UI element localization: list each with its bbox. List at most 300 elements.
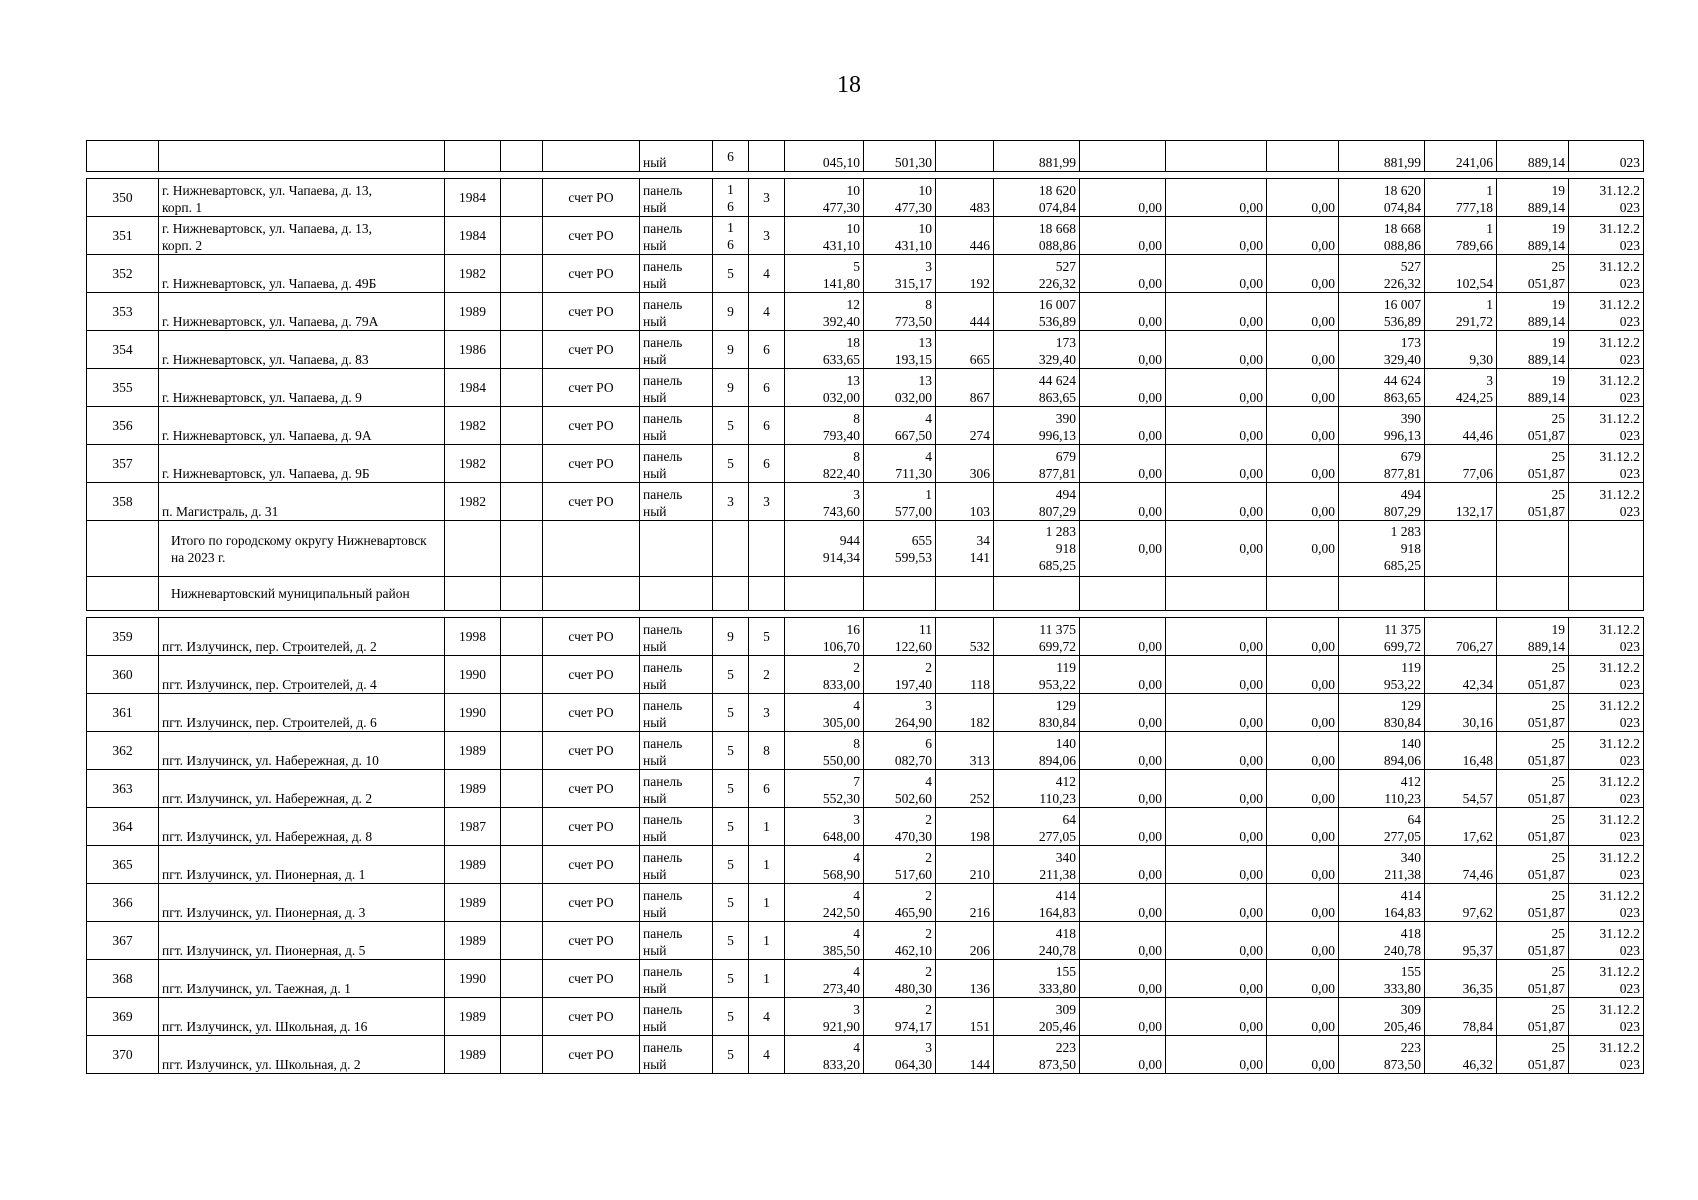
fund-owners: 11 375 699,72 bbox=[1339, 618, 1425, 656]
deadline: 31.12.2 023 bbox=[1569, 331, 1644, 369]
residents: 206 bbox=[936, 922, 994, 960]
deadline: 31.12.2 023 bbox=[1569, 618, 1644, 656]
total-cost: 18 620 074,84 bbox=[994, 179, 1080, 217]
total-cost: 881,99 bbox=[994, 141, 1080, 172]
entrances: 4 bbox=[749, 293, 785, 331]
floors: 5 bbox=[713, 445, 749, 483]
fund-method: счет РО bbox=[543, 808, 640, 846]
wall-material: панель ный bbox=[640, 922, 713, 960]
max-cost-per-sqm: 19 889,14 bbox=[1497, 293, 1569, 331]
fund-regional: 0,00 bbox=[1166, 694, 1267, 732]
entrances: 1 bbox=[749, 960, 785, 998]
fund-method: счет РО bbox=[543, 369, 640, 407]
year-reconstructed bbox=[501, 179, 543, 217]
floors: 5 bbox=[713, 998, 749, 1036]
fund-owners: 1 283 918 685,25 bbox=[1339, 521, 1425, 577]
fund-federal: 0,00 bbox=[1080, 770, 1166, 808]
entrances bbox=[749, 141, 785, 172]
total-area: 8 550,00 bbox=[785, 732, 864, 770]
cost-per-sqm: 46,32 bbox=[1425, 1036, 1497, 1074]
fund-local: 0,00 bbox=[1267, 618, 1339, 656]
fund-owners: 309 205,46 bbox=[1339, 998, 1425, 1036]
wall-material: панель ный bbox=[640, 331, 713, 369]
address: пгт. Излучинск, ул. Пионерная, д. 3 bbox=[159, 884, 445, 922]
entrances: 5 bbox=[749, 618, 785, 656]
total-cost: 412 110,23 bbox=[994, 770, 1080, 808]
fund-method: счет РО bbox=[543, 922, 640, 960]
floors: 9 bbox=[713, 369, 749, 407]
fund-regional: 0,00 bbox=[1166, 884, 1267, 922]
deadline: 31.12.2 023 bbox=[1569, 884, 1644, 922]
deadline bbox=[1569, 577, 1644, 611]
table-row bbox=[87, 656, 1644, 694]
living-area: 13 193,15 bbox=[864, 331, 936, 369]
max-cost-per-sqm: 25 051,87 bbox=[1497, 808, 1569, 846]
cost-per-sqm: 1 291,72 bbox=[1425, 293, 1497, 331]
fund-method: счет РО bbox=[543, 846, 640, 884]
total-cost: 679 877,81 bbox=[994, 445, 1080, 483]
year-built: 1989 bbox=[445, 846, 501, 884]
row-number: 354 bbox=[87, 331, 159, 369]
fund-federal: 0,00 bbox=[1080, 293, 1166, 331]
fund-local: 0,00 bbox=[1267, 694, 1339, 732]
fund-federal: 0,00 bbox=[1080, 998, 1166, 1036]
living-area: 2 197,40 bbox=[864, 656, 936, 694]
fund-local bbox=[1267, 577, 1339, 611]
row-number: 364 bbox=[87, 808, 159, 846]
fund-regional: 0,00 bbox=[1166, 770, 1267, 808]
fund-federal: 0,00 bbox=[1080, 960, 1166, 998]
floors: 5 bbox=[713, 407, 749, 445]
fund-owners: 173 329,40 bbox=[1339, 331, 1425, 369]
fund-local: 0,00 bbox=[1267, 846, 1339, 884]
table-row bbox=[87, 618, 1644, 656]
year-built: 1986 bbox=[445, 331, 501, 369]
total-area: 4 273,40 bbox=[785, 960, 864, 998]
living-area: 2 480,30 bbox=[864, 960, 936, 998]
year-reconstructed bbox=[501, 483, 543, 521]
max-cost-per-sqm bbox=[1497, 521, 1569, 577]
page-number: 18 bbox=[837, 72, 861, 98]
entrances: 6 bbox=[749, 770, 785, 808]
total-area: 944 914,34 bbox=[785, 521, 864, 577]
total-cost: 11 375 699,72 bbox=[994, 618, 1080, 656]
living-area: 4 667,50 bbox=[864, 407, 936, 445]
cost-per-sqm: 3 424,25 bbox=[1425, 369, 1497, 407]
fund-regional: 0,00 bbox=[1166, 483, 1267, 521]
living-area: 13 032,00 bbox=[864, 369, 936, 407]
fund-method: счет РО bbox=[543, 770, 640, 808]
floors: 5 bbox=[713, 1036, 749, 1074]
fund-owners: 18 668 088,86 bbox=[1339, 217, 1425, 255]
cost-per-sqm: 74,46 bbox=[1425, 846, 1497, 884]
floors: 1 6 bbox=[713, 179, 749, 217]
row-number bbox=[87, 521, 159, 577]
address: пгт. Излучинск, ул. Школьная, д. 16 bbox=[159, 998, 445, 1036]
total-area: 4 305,00 bbox=[785, 694, 864, 732]
wall-material: панель ный bbox=[640, 369, 713, 407]
fund-regional: 0,00 bbox=[1166, 808, 1267, 846]
entrances: 6 bbox=[749, 369, 785, 407]
floors: 3 bbox=[713, 483, 749, 521]
max-cost-per-sqm: 25 051,87 bbox=[1497, 770, 1569, 808]
cost-per-sqm: 16,48 bbox=[1425, 732, 1497, 770]
total-cost: 129 830,84 bbox=[994, 694, 1080, 732]
fund-method: счет РО bbox=[543, 483, 640, 521]
living-area bbox=[864, 577, 936, 611]
fund-owners: 494 807,29 bbox=[1339, 483, 1425, 521]
residents: 532 bbox=[936, 618, 994, 656]
deadline: 31.12.2 023 bbox=[1569, 255, 1644, 293]
fund-local: 0,00 bbox=[1267, 998, 1339, 1036]
fund-regional: 0,00 bbox=[1166, 960, 1267, 998]
fund-federal: 0,00 bbox=[1080, 179, 1166, 217]
table-row bbox=[87, 1036, 1644, 1074]
deadline: 31.12.2 023 bbox=[1569, 998, 1644, 1036]
wall-material: панель ный bbox=[640, 770, 713, 808]
address: пгт. Излучинск, пер. Строителей, д. 6 bbox=[159, 694, 445, 732]
deadline: 31.12.2 023 bbox=[1569, 656, 1644, 694]
year-reconstructed bbox=[501, 732, 543, 770]
living-area: 2 974,17 bbox=[864, 998, 936, 1036]
row-number: 362 bbox=[87, 732, 159, 770]
table-row bbox=[87, 331, 1644, 369]
total-cost bbox=[994, 577, 1080, 611]
floors: 1 6 bbox=[713, 217, 749, 255]
deadline: 31.12.2 023 bbox=[1569, 483, 1644, 521]
cost-per-sqm bbox=[1425, 577, 1497, 611]
max-cost-per-sqm: 19 889,14 bbox=[1497, 369, 1569, 407]
fund-federal: 0,00 bbox=[1080, 1036, 1166, 1074]
fund-owners: 44 624 863,65 bbox=[1339, 369, 1425, 407]
year-reconstructed bbox=[501, 217, 543, 255]
wall-material: панель ный bbox=[640, 998, 713, 1036]
total-cost: 140 894,06 bbox=[994, 732, 1080, 770]
fund-regional: 0,00 bbox=[1166, 732, 1267, 770]
wall-material bbox=[640, 521, 713, 577]
deadline: 31.12.2 023 bbox=[1569, 1036, 1644, 1074]
table-row bbox=[87, 369, 1644, 407]
table-row bbox=[87, 732, 1644, 770]
fund-federal: 0,00 bbox=[1080, 884, 1166, 922]
year-built: 1987 bbox=[445, 808, 501, 846]
fund-local: 0,00 bbox=[1267, 179, 1339, 217]
floors bbox=[713, 577, 749, 611]
floors: 6 bbox=[713, 141, 749, 172]
residents: 103 bbox=[936, 483, 994, 521]
fund-regional: 0,00 bbox=[1166, 846, 1267, 884]
year-reconstructed bbox=[501, 998, 543, 1036]
table-row bbox=[87, 483, 1644, 521]
cost-per-sqm bbox=[1425, 521, 1497, 577]
total-area: 4 568,90 bbox=[785, 846, 864, 884]
total-area: 3 921,90 bbox=[785, 998, 864, 1036]
year-built: 1989 bbox=[445, 998, 501, 1036]
entrances: 4 bbox=[749, 998, 785, 1036]
cost-per-sqm: 54,57 bbox=[1425, 770, 1497, 808]
entrances: 2 bbox=[749, 656, 785, 694]
fund-regional: 0,00 bbox=[1166, 407, 1267, 445]
address: пгт. Излучинск, пер. Строителей, д. 4 bbox=[159, 656, 445, 694]
table-row bbox=[87, 141, 1644, 172]
address: г. Нижневартовск, ул. Чапаева, д. 49Б bbox=[159, 255, 445, 293]
fund-method: счет РО bbox=[543, 293, 640, 331]
year-built: 1982 bbox=[445, 255, 501, 293]
table-row bbox=[87, 293, 1644, 331]
wall-material: панель ный bbox=[640, 960, 713, 998]
total-cost: 390 996,13 bbox=[994, 407, 1080, 445]
fund-regional: 0,00 bbox=[1166, 922, 1267, 960]
fund-federal: 0,00 bbox=[1080, 732, 1166, 770]
floors: 9 bbox=[713, 331, 749, 369]
year-reconstructed bbox=[501, 656, 543, 694]
fund-owners: 414 164,83 bbox=[1339, 884, 1425, 922]
address: пгт. Излучинск, ул. Таежная, д. 1 bbox=[159, 960, 445, 998]
year-reconstructed bbox=[501, 770, 543, 808]
deadline: 31.12.2 023 bbox=[1569, 922, 1644, 960]
total-area: 3 648,00 bbox=[785, 808, 864, 846]
address: г. Нижневартовск, ул. Чапаева, д. 9А bbox=[159, 407, 445, 445]
cost-per-sqm: 706,27 bbox=[1425, 618, 1497, 656]
year-built: 1990 bbox=[445, 656, 501, 694]
deadline: 31.12.2 023 bbox=[1569, 293, 1644, 331]
year-reconstructed bbox=[501, 331, 543, 369]
total-area bbox=[785, 577, 864, 611]
total-area: 7 552,30 bbox=[785, 770, 864, 808]
cost-per-sqm: 36,35 bbox=[1425, 960, 1497, 998]
residents bbox=[936, 141, 994, 172]
deadline: 31.12.2 023 bbox=[1569, 445, 1644, 483]
row-number: 361 bbox=[87, 694, 159, 732]
deadline: 31.12.2 023 bbox=[1569, 808, 1644, 846]
row-number: 370 bbox=[87, 1036, 159, 1074]
entrances: 8 bbox=[749, 732, 785, 770]
entrances: 3 bbox=[749, 179, 785, 217]
cost-per-sqm: 95,37 bbox=[1425, 922, 1497, 960]
fund-method: счет РО bbox=[543, 618, 640, 656]
row-number: 367 bbox=[87, 922, 159, 960]
living-area: 4 711,30 bbox=[864, 445, 936, 483]
fund-regional: 0,00 bbox=[1166, 521, 1267, 577]
cost-per-sqm: 42,34 bbox=[1425, 656, 1497, 694]
max-cost-per-sqm: 25 051,87 bbox=[1497, 1036, 1569, 1074]
table-row bbox=[87, 407, 1644, 445]
year-built bbox=[445, 577, 501, 611]
fund-regional: 0,00 bbox=[1166, 331, 1267, 369]
cost-per-sqm: 9,30 bbox=[1425, 331, 1497, 369]
living-area: 501,30 bbox=[864, 141, 936, 172]
year-built: 1989 bbox=[445, 922, 501, 960]
fund-local: 0,00 bbox=[1267, 1036, 1339, 1074]
fund-method: счет РО bbox=[543, 960, 640, 998]
table-row bbox=[87, 808, 1644, 846]
total-area: 5 141,80 bbox=[785, 255, 864, 293]
year-reconstructed bbox=[501, 922, 543, 960]
year-reconstructed bbox=[501, 846, 543, 884]
fund-local: 0,00 bbox=[1267, 656, 1339, 694]
max-cost-per-sqm: 25 051,87 bbox=[1497, 846, 1569, 884]
living-area: 1 577,00 bbox=[864, 483, 936, 521]
fund-regional bbox=[1166, 577, 1267, 611]
year-built bbox=[445, 141, 501, 172]
fund-local: 0,00 bbox=[1267, 331, 1339, 369]
year-reconstructed bbox=[501, 960, 543, 998]
living-area: 3 264,90 bbox=[864, 694, 936, 732]
cost-per-sqm: 17,62 bbox=[1425, 808, 1497, 846]
fund-local: 0,00 bbox=[1267, 293, 1339, 331]
living-area: 2 517,60 bbox=[864, 846, 936, 884]
row-number: 351 bbox=[87, 217, 159, 255]
total-cost: 119 953,22 bbox=[994, 656, 1080, 694]
fund-method: счет РО bbox=[543, 656, 640, 694]
entrances: 1 bbox=[749, 884, 785, 922]
fund-regional: 0,00 bbox=[1166, 1036, 1267, 1074]
table-row bbox=[87, 960, 1644, 998]
address: г. Нижневартовск, ул. Чапаева, д. 13, корп. 1 bbox=[159, 179, 445, 217]
year-built: 1989 bbox=[445, 293, 501, 331]
fund-method: счет РО bbox=[543, 407, 640, 445]
floors: 5 bbox=[713, 808, 749, 846]
wall-material: панель ный bbox=[640, 217, 713, 255]
wall-material: панель ный bbox=[640, 808, 713, 846]
fund-local: 0,00 bbox=[1267, 369, 1339, 407]
residents: 252 bbox=[936, 770, 994, 808]
row-number: 357 bbox=[87, 445, 159, 483]
year-built: 1982 bbox=[445, 407, 501, 445]
floors: 5 bbox=[713, 922, 749, 960]
year-built: 1989 bbox=[445, 1036, 501, 1074]
cost-per-sqm: 241,06 bbox=[1425, 141, 1497, 172]
year-built: 1989 bbox=[445, 732, 501, 770]
living-area: 10 477,30 bbox=[864, 179, 936, 217]
floors: 5 bbox=[713, 694, 749, 732]
fund-owners: 223 873,50 bbox=[1339, 1036, 1425, 1074]
year-reconstructed bbox=[501, 1036, 543, 1074]
fund-regional: 0,00 bbox=[1166, 656, 1267, 694]
total-area: 13 032,00 bbox=[785, 369, 864, 407]
floors: 5 bbox=[713, 960, 749, 998]
row-number: 358 bbox=[87, 483, 159, 521]
fund-local: 0,00 bbox=[1267, 255, 1339, 293]
floors: 5 bbox=[713, 656, 749, 694]
fund-local bbox=[1267, 141, 1339, 172]
wall-material: панель ный bbox=[640, 846, 713, 884]
fund-owners: 155 333,80 bbox=[1339, 960, 1425, 998]
residents: 274 bbox=[936, 407, 994, 445]
max-cost-per-sqm: 19 889,14 bbox=[1497, 179, 1569, 217]
row-number: 356 bbox=[87, 407, 159, 445]
deadline: 31.12.2 023 bbox=[1569, 846, 1644, 884]
row-number: 369 bbox=[87, 998, 159, 1036]
living-area: 8 773,50 bbox=[864, 293, 936, 331]
fund-local: 0,00 bbox=[1267, 960, 1339, 998]
total-cost: 340 211,38 bbox=[994, 846, 1080, 884]
fund-method: счет РО bbox=[543, 255, 640, 293]
entrances: 1 bbox=[749, 846, 785, 884]
year-reconstructed bbox=[501, 293, 543, 331]
deadline: 31.12.2 023 bbox=[1569, 407, 1644, 445]
fund-method: счет РО bbox=[543, 445, 640, 483]
entrances: 4 bbox=[749, 1036, 785, 1074]
row-separator bbox=[87, 611, 1644, 618]
fund-federal: 0,00 bbox=[1080, 808, 1166, 846]
table-row bbox=[87, 770, 1644, 808]
cost-per-sqm: 44,46 bbox=[1425, 407, 1497, 445]
deadline: 31.12.2 023 bbox=[1569, 217, 1644, 255]
table-row bbox=[87, 217, 1644, 255]
residents: 216 bbox=[936, 884, 994, 922]
wall-material: панель ный bbox=[640, 656, 713, 694]
floors: 5 bbox=[713, 732, 749, 770]
floors: 5 bbox=[713, 770, 749, 808]
year-built bbox=[445, 521, 501, 577]
floors: 5 bbox=[713, 884, 749, 922]
total-area: 10 477,30 bbox=[785, 179, 864, 217]
total-cost: 173 329,40 bbox=[994, 331, 1080, 369]
row-separator bbox=[87, 172, 1644, 179]
living-area: 2 465,90 bbox=[864, 884, 936, 922]
address: г. Нижневартовск, ул. Чапаева, д. 9 bbox=[159, 369, 445, 407]
year-reconstructed bbox=[501, 407, 543, 445]
row-number: 359 bbox=[87, 618, 159, 656]
table-row bbox=[87, 694, 1644, 732]
cost-per-sqm: 78,84 bbox=[1425, 998, 1497, 1036]
year-reconstructed bbox=[501, 255, 543, 293]
cost-per-sqm: 1 789,66 bbox=[1425, 217, 1497, 255]
fund-federal: 0,00 bbox=[1080, 846, 1166, 884]
table-row bbox=[87, 179, 1644, 217]
section-header-row bbox=[87, 577, 1644, 611]
max-cost-per-sqm: 25 051,87 bbox=[1497, 656, 1569, 694]
max-cost-per-sqm bbox=[1497, 577, 1569, 611]
fund-owners: 418 240,78 bbox=[1339, 922, 1425, 960]
fund-owners: 16 007 536,89 bbox=[1339, 293, 1425, 331]
wall-material: ный bbox=[640, 141, 713, 172]
year-built: 1982 bbox=[445, 445, 501, 483]
fund-local: 0,00 bbox=[1267, 445, 1339, 483]
fund-federal bbox=[1080, 577, 1166, 611]
fund-federal: 0,00 bbox=[1080, 618, 1166, 656]
row-number: 360 bbox=[87, 656, 159, 694]
wall-material: панель ный bbox=[640, 1036, 713, 1074]
total-cost: 494 807,29 bbox=[994, 483, 1080, 521]
total-area: 10 431,10 bbox=[785, 217, 864, 255]
entrances: 6 bbox=[749, 445, 785, 483]
row-number: 352 bbox=[87, 255, 159, 293]
year-reconstructed bbox=[501, 694, 543, 732]
housing-register-table bbox=[86, 140, 1644, 1074]
address: пгт. Излучинск, ул. Пионерная, д. 1 bbox=[159, 846, 445, 884]
fund-method: счет РО bbox=[543, 217, 640, 255]
total-label: Итого по городскому округу Нижневартовск на 2023 г. bbox=[159, 521, 445, 577]
total-area: 4 385,50 bbox=[785, 922, 864, 960]
residents: 151 bbox=[936, 998, 994, 1036]
deadline bbox=[1569, 521, 1644, 577]
floors: 5 bbox=[713, 255, 749, 293]
max-cost-per-sqm: 25 051,87 bbox=[1497, 998, 1569, 1036]
deadline: 31.12.2 023 bbox=[1569, 179, 1644, 217]
total-area: 8 793,40 bbox=[785, 407, 864, 445]
max-cost-per-sqm: 889,14 bbox=[1497, 141, 1569, 172]
table-row bbox=[87, 922, 1644, 960]
fund-method: счет РО bbox=[543, 694, 640, 732]
address: г. Нижневартовск, ул. Чапаева, д. 9Б bbox=[159, 445, 445, 483]
year-reconstructed bbox=[501, 141, 543, 172]
max-cost-per-sqm: 25 051,87 bbox=[1497, 884, 1569, 922]
fund-owners: 412 110,23 bbox=[1339, 770, 1425, 808]
year-built: 1998 bbox=[445, 618, 501, 656]
fund-owners: 527 226,32 bbox=[1339, 255, 1425, 293]
